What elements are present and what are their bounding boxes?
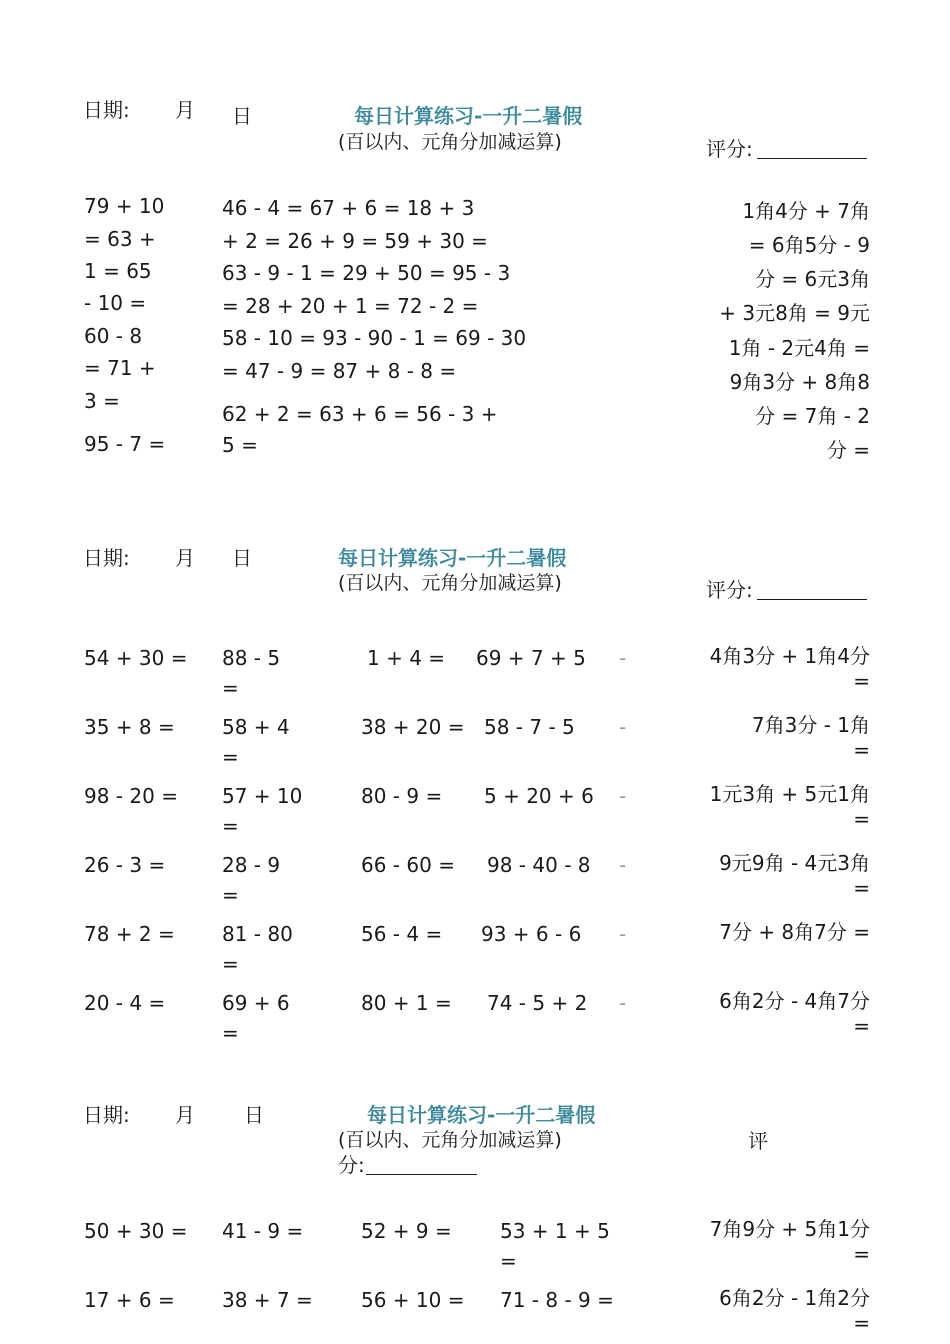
page-title: 每日计算练习-一升二暑假 (354, 104, 583, 128)
problem-text: 98 - 40 - 8 (487, 853, 591, 877)
problem-text: = (222, 745, 239, 769)
problem-text: 95 - 7 = (84, 432, 166, 456)
problem-text: 62 + 2 = 63 + 6 = 56 - 3 + (222, 402, 498, 426)
problem-text: 35 + 8 = (84, 715, 175, 739)
problem-text: = 28 + 20 + 1 = 72 - 2 = (222, 294, 479, 318)
problem-text: = (500, 1249, 517, 1273)
minus-mark: - (619, 991, 627, 1015)
problem-text: 52 + 9 = (361, 1219, 452, 1243)
problem-text: 26 - 3 = (84, 853, 166, 877)
page-title: 每日计算练习-一升二暑假 (338, 546, 567, 570)
page-subtitle: (百以内、元角分加减运算) (338, 131, 562, 153)
problem-text: 50 + 30 = (84, 1219, 188, 1243)
problem-text: 58 - 7 - 5 (484, 715, 575, 739)
problem-text: 63 - 9 - 1 = 29 + 50 = 95 - 3 (222, 261, 511, 285)
problem-text: 17 + 6 = (84, 1288, 175, 1312)
problem-text: 88 - 5 (222, 646, 281, 670)
problem-text: 53 + 1 + 5 (500, 1219, 610, 1243)
money-problem: 6角2分 - 4角7分 (719, 989, 870, 1013)
month-label: 月 (175, 98, 195, 122)
money-problem: 7角9分 + 5角1分 (709, 1217, 870, 1241)
money-problem-equals: = (853, 669, 870, 693)
page-title: 每日计算练习-一升二暑假 (367, 1103, 596, 1127)
date-label: 日期: (83, 98, 130, 122)
problem-text: 80 + 1 = (361, 991, 452, 1015)
problem-text: = (222, 814, 239, 838)
problem-text: 69 + 6 (222, 991, 290, 1015)
money-problem: + 3元8角 = 9元 (719, 301, 870, 325)
money-problem: 1元3角 + 5元1角 (709, 782, 870, 806)
score-label: 评分: (706, 137, 753, 161)
problem-text: 1 + 4 = (367, 646, 446, 670)
day-label: 日 (244, 1103, 264, 1127)
score-label: 评分: (706, 578, 753, 602)
problem-text: 74 - 5 + 2 (487, 991, 588, 1015)
problem-text: 66 - 60 = (361, 853, 455, 877)
money-problem: 9元9角 - 4元3角 (719, 851, 870, 875)
page-subtitle: (百以内、元角分加减运算) (338, 1129, 562, 1151)
problem-text: 69 + 7 + 5 (476, 646, 586, 670)
problem-text: 54 + 30 = (84, 646, 188, 670)
month-label: 月 (175, 1103, 195, 1127)
problem-text: 1 = 65 (84, 259, 152, 283)
problem-text: 71 - 8 - 9 = (500, 1288, 614, 1312)
money-problem: 9角3分 + 8角8 (729, 370, 870, 394)
score-label-part: 分: (338, 1153, 365, 1177)
score-label-part: 评 (748, 1129, 768, 1153)
money-problem-equals: = (853, 1311, 870, 1335)
money-problem: = 6角5分 - 9 (748, 233, 870, 257)
problem-text: 56 - 4 = (361, 922, 443, 946)
problem-text: 78 + 2 = (84, 922, 175, 946)
problem-text: 80 - 9 = (361, 784, 443, 808)
money-problem-equals: = (853, 876, 870, 900)
problem-text: = (222, 676, 239, 700)
problem-text: 3 = (84, 389, 120, 413)
money-problem-equals: = (853, 1014, 870, 1038)
problem-text: 98 - 20 = (84, 784, 178, 808)
problem-text: 56 + 10 = (361, 1288, 465, 1312)
problem-text: = (222, 1021, 239, 1045)
month-label: 月 (175, 546, 195, 570)
date-label: 日期: (83, 1103, 130, 1127)
score-blank-line (366, 1174, 477, 1175)
money-problem: 分 = 6元3角 (755, 267, 870, 291)
money-problem: 7角3分 - 1角 (751, 713, 870, 737)
money-problem-equals: = (853, 1242, 870, 1266)
problem-text: 20 - 4 = (84, 991, 166, 1015)
problem-text: 79 + 10 (84, 194, 165, 218)
problem-text: 57 + 10 (222, 784, 303, 808)
minus-mark: - (619, 853, 627, 877)
problem-text: 81 - 80 (222, 922, 293, 946)
day-label: 日 (232, 104, 252, 128)
problem-text: 28 - 9 (222, 853, 281, 877)
problem-text: + 2 = 26 + 9 = 59 + 30 = (222, 229, 488, 253)
money-problem-equals: = (853, 738, 870, 762)
day-label: 日 (232, 546, 252, 570)
problem-text: 38 + 20 = (361, 715, 465, 739)
problem-text: = 63 + (84, 227, 156, 251)
problem-text: 5 + 20 + 6 (484, 784, 594, 808)
minus-mark: - (619, 715, 627, 739)
problem-text: 38 + 7 = (222, 1288, 313, 1312)
money-problem: 1角4分 + 7角 (742, 199, 870, 223)
date-label: 日期: (83, 546, 130, 570)
problem-text: = (222, 883, 239, 907)
minus-mark: - (619, 646, 627, 670)
problem-text: = 47 - 9 = 87 + 8 - 8 = (222, 359, 457, 383)
problem-text: - 10 = (84, 291, 147, 315)
score-blank-line (757, 599, 867, 600)
problem-text: 46 - 4 = 67 + 6 = 18 + 3 (222, 196, 475, 220)
money-problem: 7分 + 8角7分 = (719, 920, 870, 944)
money-problem: 6角2分 - 1角2分 (719, 1286, 870, 1310)
money-problem-equals: = (853, 807, 870, 831)
problem-text: = 71 + (84, 356, 156, 380)
score-blank-line (757, 158, 867, 159)
minus-mark: - (619, 784, 627, 808)
problem-text: 5 = (222, 433, 258, 457)
problem-text: 41 - 9 = (222, 1219, 304, 1243)
problem-text: 93 + 6 - 6 (481, 922, 582, 946)
minus-mark: - (619, 922, 627, 946)
money-problem: 分 = (826, 438, 870, 462)
problem-text: 60 - 8 (84, 324, 143, 348)
problem-text: 58 + 4 (222, 715, 290, 739)
page-subtitle: (百以内、元角分加减运算) (338, 572, 562, 594)
money-problem: 分 = 7角 - 2 (755, 404, 870, 428)
money-problem: 1角 - 2元4角 = (728, 336, 870, 360)
problem-text: 58 - 10 = 93 - 90 - 1 = 69 - 30 (222, 326, 527, 350)
problem-text: = (222, 952, 239, 976)
money-problem: 4角3分 + 1角4分 (709, 644, 870, 668)
